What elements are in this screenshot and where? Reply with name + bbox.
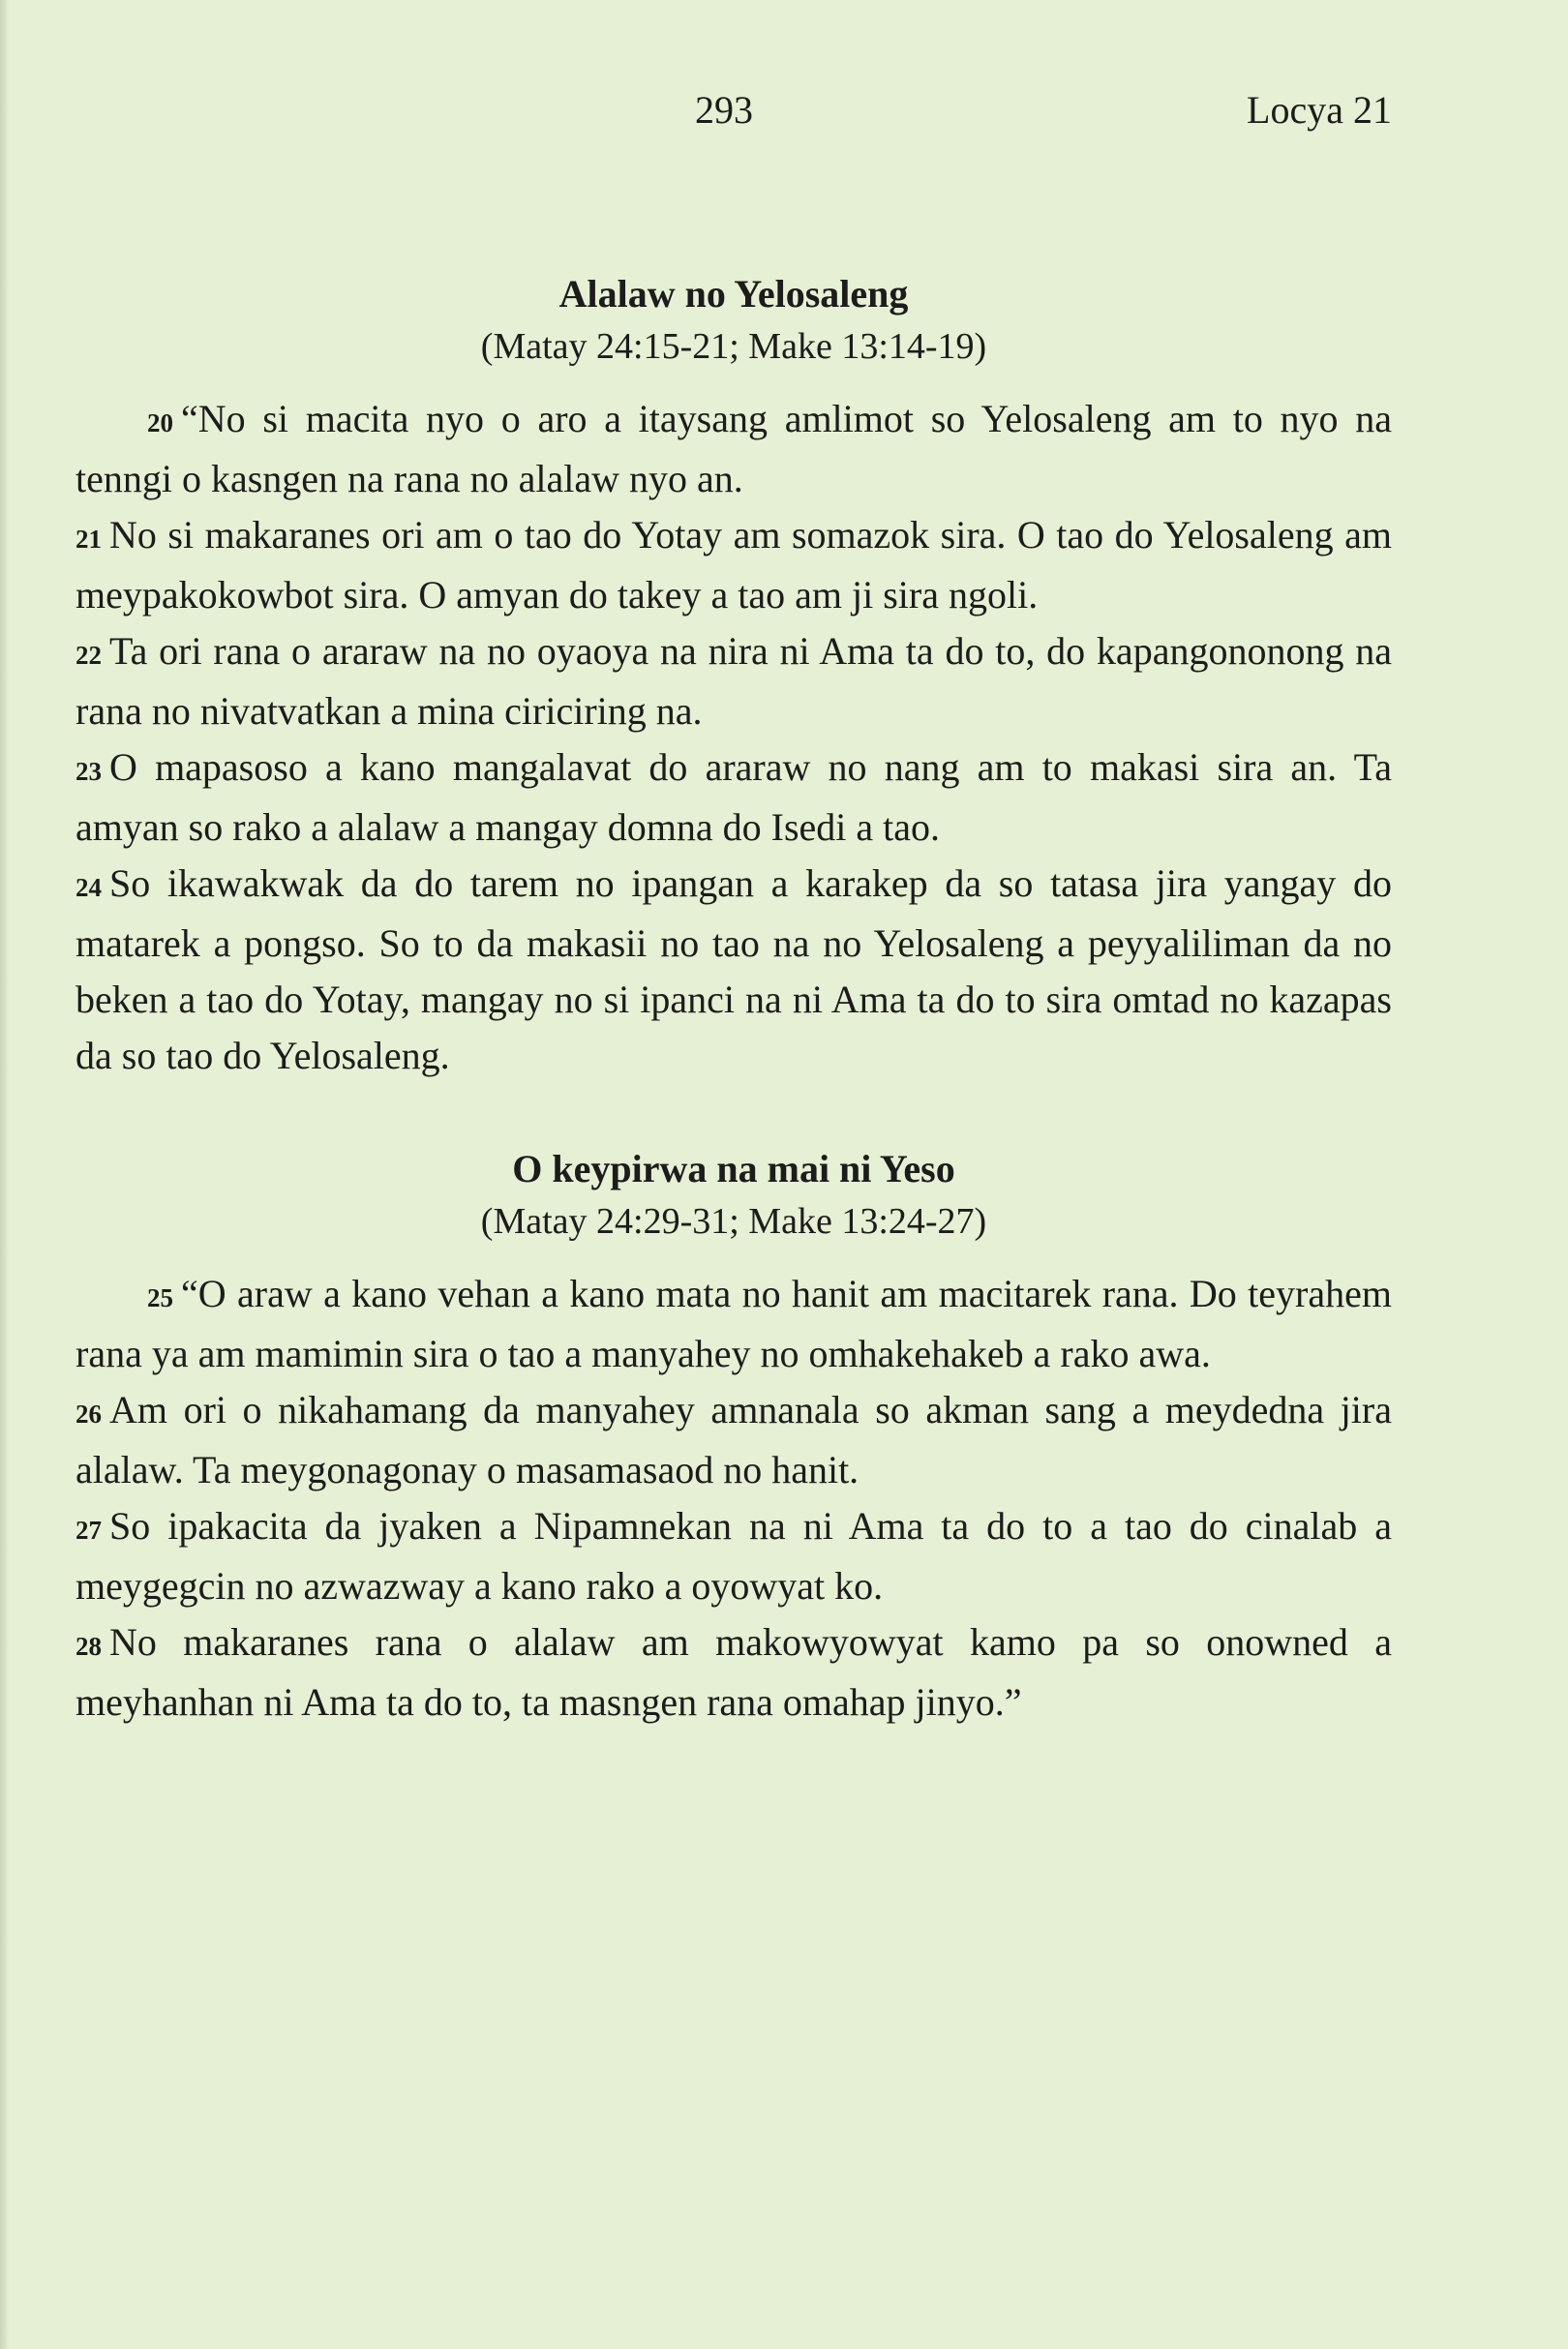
section-reference: (Matay 24:15-21; Make 13:14-19) xyxy=(480,326,987,367)
verse-number: 26 xyxy=(75,1400,102,1429)
verse xyxy=(75,856,1392,1084)
verse-number: 25 xyxy=(147,1283,173,1312)
section-reference: (Matay 24:29-31; Make 13:24-27) xyxy=(480,1201,987,1242)
running-head: Locya 21 xyxy=(1247,88,1392,132)
book-page xyxy=(75,87,1392,1731)
verse-number: 21 xyxy=(75,525,102,554)
verse xyxy=(75,1382,1392,1498)
verse xyxy=(75,1498,1392,1614)
verse xyxy=(75,623,1392,739)
verse-number: 28 xyxy=(75,1632,102,1661)
page-header xyxy=(75,87,1392,155)
section-title: Alalaw no Yelosaleng xyxy=(558,272,909,316)
verse-text: Am ori o nikahamang da manyahey amnanala so akman sang a meydedna jira alalaw. Ta meygonagonay o masamasaod no hanit. xyxy=(75,1388,1392,1491)
verse xyxy=(75,391,1392,507)
verse xyxy=(75,1614,1392,1731)
verse xyxy=(75,739,1392,856)
verse-number: 24 xyxy=(75,873,102,902)
page-edge-shadow xyxy=(0,0,10,2349)
verse-text: O mapasoso a kano mangalavat do araraw no nang am to makasi sira an. Ta amyan so rako a alalaw a mangay domna do Isedi a tao. xyxy=(75,745,1392,849)
verse-text: “No si macita nyo o aro a itaysang amlimot so Yelosaleng am to nyo na tenngi o kasngen na rana no alalaw nyo an. xyxy=(75,397,1392,500)
verse xyxy=(75,1266,1392,1382)
verse-text: “O araw a kano vehan a kano mata no hanit am macitarek rana. Do teyrahem rana ya am mamimin sira o tao a manyahey no omhakehakeb a rako awa. xyxy=(75,1272,1392,1375)
verse-number: 20 xyxy=(147,408,173,437)
verse-text: No makaranes rana o alalaw am makowyowyat kamo pa so onowned a meyhanhan ni Ama ta do to, ta masngen rana omahap jinyo.” xyxy=(75,1620,1392,1724)
verse-number: 23 xyxy=(75,757,102,786)
verse-number: 27 xyxy=(75,1516,102,1545)
verse-text: So ipakacita da jyaken a Nipamnekan na ni Ama ta do to a tao do cinalab a meygegcin no azwazway a kano rako a oyowyat ko. xyxy=(75,1504,1392,1608)
verse-number: 22 xyxy=(75,641,102,670)
verse-text: Ta ori rana o araraw na no oyaoya na nira ni Ama ta do to, do kapangononong na rana no nivatvatkan a mina ciriciring na. xyxy=(75,629,1392,733)
section-title: O keypirwa na mai ni Yeso xyxy=(512,1147,955,1190)
verse-text: So ikawakwak da do tarem no ipangan a karakep da so tatasa jira yangay do matarek a pongso. So to da makasii no tao na no Yelosaleng a peyyaliliman da no beken a tao do Yotay, mangay no si ipanci na ni Ama ta do to sira omtad no kazapas da so tao do Yelosaleng. xyxy=(75,861,1392,1077)
page-number: 293 xyxy=(695,88,753,132)
verse xyxy=(75,507,1392,623)
verse-text: No si makaranes ori am o tao do Yotay am somazok sira. O tao do Yelosaleng am meypakokowbot sira. O amyan do takey a tao am ji sira ngoli. xyxy=(75,513,1392,617)
